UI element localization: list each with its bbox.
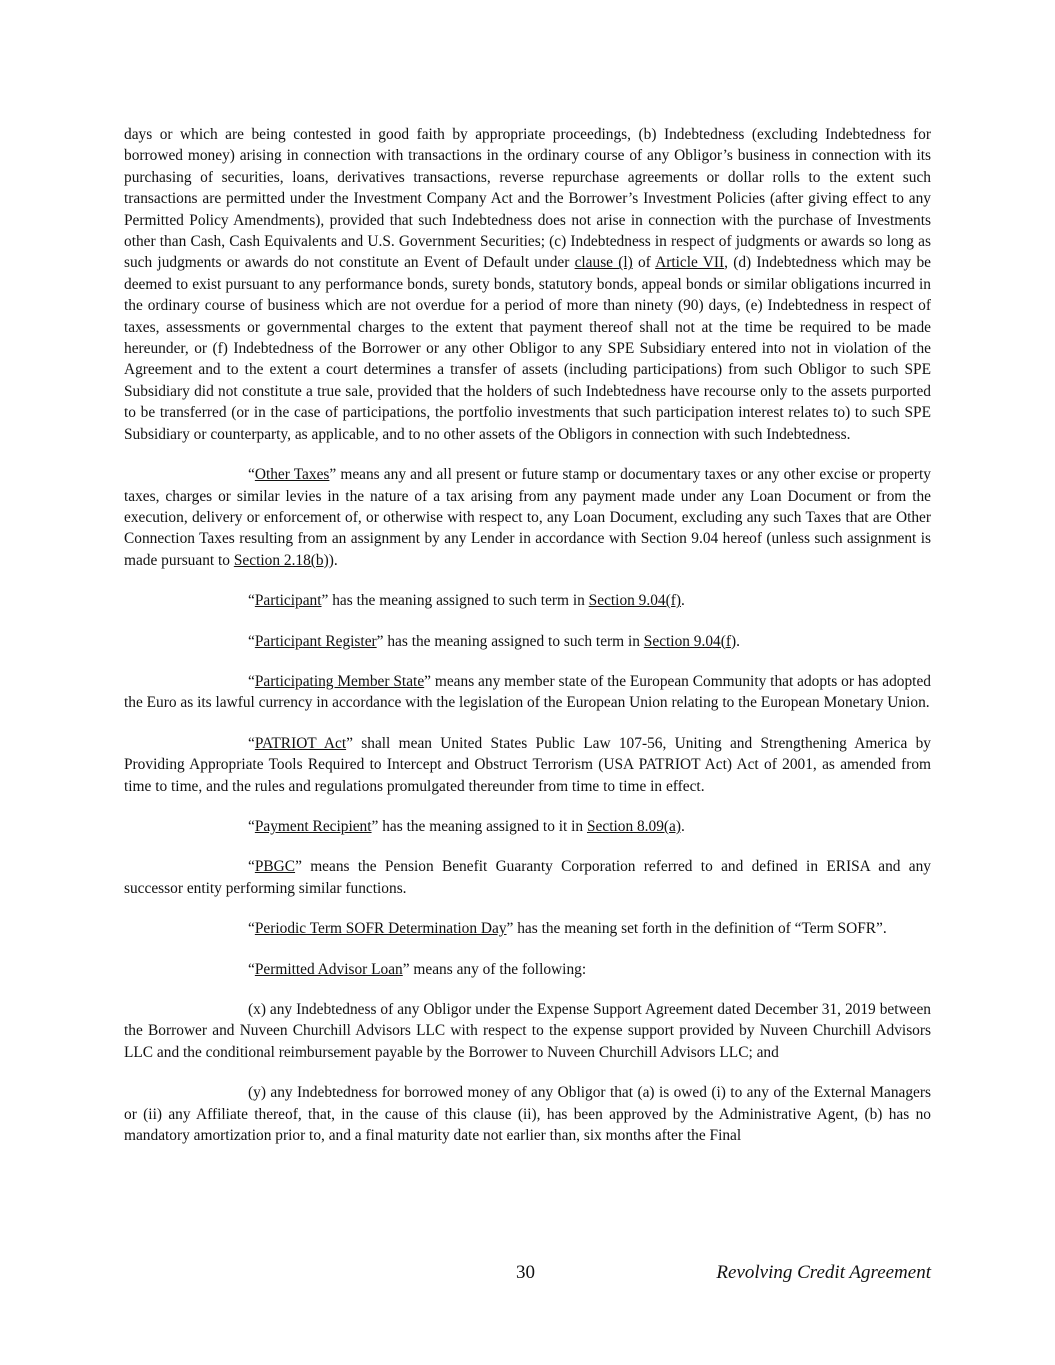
paragraph (124, 1082, 931, 1146)
text-segment: (x) any Indebtedness of any Obligor under the Expense Support Agreement dated December 31, 2019 between the Borrower and Nuveen Churchill Advisors LLC with respect to the expense support provided by Nuveen Churchill Advisors LLC and the conditional reimbursement payable by the Borrower to Nuveen Churchill Advisors LLC; and (124, 1001, 931, 1061)
text-segment: , (d) Indebtedness which may be deemed to exist pursuant to any performance bonds, surety bonds, statutory bonds, appeal bonds or similar obligations incurred in the ordinary course of business which are not overdue for a period of more than ninety (90) days, (e) Indebtedness in respect of taxes, assessments or governmental charges to the extent that payment thereof shall not at the time be required to be made hereunder, or (f) Indebtedness of the Borrower or any other Obligor to any SPE Subsidiary entered into not in violation of the Agreement and to the extent a court determines a transfer of assets (including participations) from such Obligor to such SPE Subsidiary did not constitute a true sale, provided that the holders of such Indebtedness have recourse only to the assets purported to be transferred (or in the case of participations, the portfolio investments that such participation interest relates to) to such SPE Subsidiary or counterparty, as applicable, and to no other assets of the Obligors in connection with such Indebtedness. (124, 254, 931, 443)
page-footer (124, 1262, 931, 1290)
cross-reference-link: PBGC (254, 858, 296, 876)
document-title: Revolving Credit Agreement (716, 1262, 931, 1283)
cross-reference-link: Section 9.04(f) (643, 632, 737, 650)
paragraph (124, 631, 931, 652)
text-segment: days or which are being contested in good faith by appropriate proceedings, (b) Indebtedness (excluding Indebtedness for borrowed money) arising in connection with transactions in the ordinary course of any Obligor’s business in connection with its purchasing of securities, loans, derivatives transactions, reverse repurchase agreements or dollar rolls to the extent such transactions are permitted under the Investment Company Act and the Borrower’s Investment Policies (after giving effect to any Permitted Policy Amendments), provided that such Indebtedness does not arise in connection with the purchase of Investments other than Cash, Cash Equivalents and U.S. Government Securities; (c) Indebtedness in respect of judgments or awards so long as such judgments or awards do not constitute an Event of Default under (124, 126, 931, 272)
text-segment: “ (248, 672, 255, 690)
paragraph (124, 464, 931, 571)
cross-reference-link: Other Taxes (254, 466, 330, 484)
text-segment: ” has the meaning assigned to it in (371, 817, 587, 835)
text-segment: of (632, 254, 656, 272)
document-body (124, 124, 931, 1165)
text-segment: ” has the meaning assigned to such term in (321, 592, 589, 610)
cross-reference-link: Participant (254, 592, 322, 610)
text-segment: “ (248, 817, 255, 835)
cross-reference-link: Payment Recipient (254, 817, 372, 835)
cross-reference-link: Section 2.18(b) (233, 551, 329, 569)
text-segment: . (681, 817, 685, 835)
text-segment: “ (248, 632, 255, 650)
paragraph (124, 590, 931, 611)
paragraph (124, 918, 931, 939)
cross-reference-link: Section 8.09(a) (586, 817, 681, 835)
text-segment: ” means any member state of the European Community that adopts or has adopted the Euro as its lawful currency in accordance with the legislation of the European Union relating to the European Monetary Union. (124, 672, 931, 712)
text-segment: ” has the meaning assigned to such term in (376, 632, 644, 650)
text-segment: “ (248, 466, 255, 484)
cross-reference-link: Section 9.04(f) (588, 592, 681, 610)
cross-reference-link: Article VII (655, 254, 725, 272)
cross-reference-link: clause (l) (574, 254, 633, 272)
cross-reference-link: PATRIOT Act (254, 734, 347, 752)
paragraph (124, 671, 931, 714)
text-segment: “ (248, 960, 255, 978)
paragraph (124, 124, 931, 445)
cross-reference-link: Participating Member State (254, 672, 425, 690)
text-segment: . (681, 592, 685, 610)
text-segment: ” shall mean United States Public Law 107-56, Uniting and Strengthening America by Providing Appropriate Tools Required to Intercept and Obstruct Terrorism (USA PATRIOT Act) Act of 2001, as amended from time to time, and the rules and regulations promulgated thereunder from time to time in effect. (124, 734, 931, 795)
text-segment: ” means the Pension Benefit Guaranty Corporation referred to and defined in ERISA and any successor entity performing similar functions. (124, 858, 931, 897)
page-number: 30 (516, 1262, 535, 1283)
text-segment: “ (248, 858, 255, 876)
text-segment: ” means any of the following: (402, 960, 587, 978)
cross-reference-link: Periodic Term SOFR Determination Day (254, 920, 507, 938)
paragraph (124, 856, 931, 899)
paragraph (124, 816, 931, 837)
text-segment: ). (328, 551, 338, 569)
text-segment: “ (248, 920, 255, 938)
paragraph (124, 733, 931, 797)
text-segment: ” has the meaning set forth in the definition of “Term SOFR”. (506, 920, 887, 938)
text-segment: “ (248, 592, 255, 610)
text-segment: “ (248, 734, 255, 752)
text-segment: ” means any and all present or future stamp or documentary taxes or any other excise or property taxes, charges or similar levies in the nature of a tax arising from any payment made under any Loan Document or from the execution, delivery or enforcement of, or otherwise with respect to, any Loan Document, excluding any such Taxes that are Other Connection Taxes resulting from an assignment by any Lender in accordance with Section 9.04 hereof (unless such assignment is made pursuant to (124, 466, 931, 569)
cross-reference-link: Participant Register (254, 632, 377, 650)
paragraph (124, 959, 931, 980)
text-segment: (y) any Indebtedness for borrowed money of any Obligor that (a) is owed (i) to any of the External Managers or (ii) any Affiliate thereof, that, in the cause of this clause (ii), has been approved by the Administrative Agent, (b) has no mandatory amortization prior to, and a final maturity date not earlier than, six months after the Final (124, 1084, 931, 1145)
paragraph (124, 999, 931, 1063)
cross-reference-link: Permitted Advisor Loan (254, 960, 403, 978)
text-segment: . (736, 632, 740, 650)
